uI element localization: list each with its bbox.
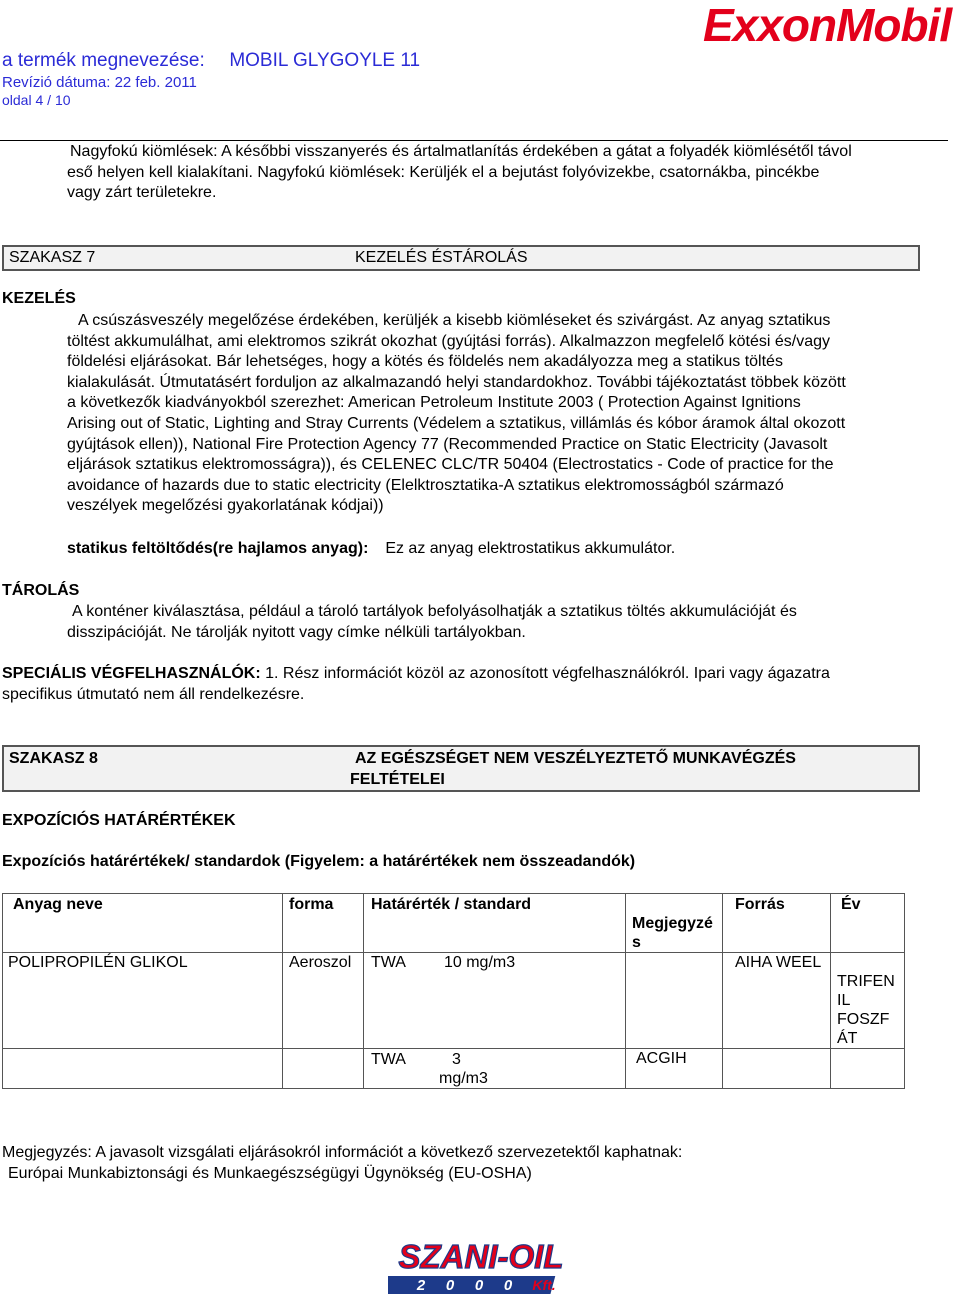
- szani-oil-logo: [388, 1236, 574, 1298]
- logo-digit: 0: [445, 1277, 455, 1294]
- section-7-number: SZAKASZ 7: [9, 249, 96, 266]
- cell-limit-value: 3: [451, 1051, 461, 1068]
- handling-line: gyújtások ellen)), National Fire Protection Agency 77 (Recommended Practice on Static Electricity (Javasolt: [67, 435, 828, 453]
- handling-line: töltést akkumulálhat, ami elektromos szikrát okozhat (gyújtási forrás). Alkalmazzon megfelelő kötési és/vagy: [67, 332, 830, 350]
- section-8-number: SZAKASZ 8: [9, 750, 98, 767]
- handling-line: A csúszásveszély megelőzése érdekében, kerüljék a kisebb kiömléseket és szivárgást. Az anyag sztatikus: [78, 312, 831, 329]
- handling-line: földelési eljárásokat. Bár lehetséges, hogy a kötés és földelés nem akadályozza meg a statikus töltés: [67, 353, 783, 371]
- cell-source: AIHA WEEL: [735, 954, 822, 971]
- page-current: 4: [35, 92, 44, 108]
- logo-main-text: SZANI-OIL: [398, 1238, 564, 1275]
- handling-line: eljárások sztatikus elektromosságra)), és CELENEC CLC/TR 50404 (Electrostatics - Code of practice for the: [67, 456, 834, 474]
- storage-line: A konténer kiválasztása, például a tároló tartályok befolyásolhatják a sztatikus töltés akkumulációját és: [72, 603, 797, 620]
- cell-limit: [364, 1049, 625, 1088]
- static-value: Ez az anyag elektrostatikus akkumulátor.: [385, 540, 676, 557]
- revision-line: [2, 74, 197, 92]
- cell-form: Aeroszol: [289, 954, 352, 971]
- col-header-name: Anyag neve: [13, 896, 103, 913]
- col-header-note: Megjegyzé s: [632, 915, 713, 951]
- logo-digit: 2: [416, 1277, 426, 1294]
- section-8-title-cont: FELTÉTELEI: [350, 771, 445, 788]
- handling-paragraph: [67, 311, 957, 517]
- section-8-title: AZ EGÉSZSÉGET NEM VESZÉLYEZTETŐ MUNKAVÉGZÉS: [355, 750, 796, 767]
- intro-paragraph: [67, 142, 957, 204]
- page-total: 10: [54, 92, 71, 108]
- special-line: specifikus útmutató nem áll rendelkezésre.: [2, 685, 305, 703]
- col-header-year: Év: [841, 896, 861, 913]
- handling-line: kialakulását. Útmutatásért forduljon az alkalmazandó helyi standardokhoz. További tájékoztatást többek között: [67, 373, 846, 391]
- exposure-limits-table: [2, 893, 905, 1089]
- handling-line: a következők kiadványokból szerezhet: American Petroleum Institute 2003 ( Protection Against Ignitions: [67, 394, 801, 412]
- section-7-title: KEZELÉS ÉSTÁROLÁS: [355, 249, 528, 266]
- storage-heading: TÁROLÁS: [2, 582, 80, 599]
- limits-subheading: Expozíciós határértékek/ standardok (Figyelem: a határértékek nem összeadandók): [2, 853, 636, 870]
- revision-date: 22 feb. 2011: [114, 74, 197, 91]
- cell-limit: [364, 953, 625, 972]
- logo-digit: 0: [474, 1277, 484, 1294]
- cell-limit-unit: mg/m3: [439, 1070, 488, 1087]
- section-7-header: [2, 245, 920, 271]
- handling-line: Arising out of Static, Lighting and Stray Currents (Védelem a sztatikus, villámlás és kóbor áramok által okozott: [67, 414, 846, 432]
- handling-line: veszélyek megelőzési gyakorlatának kódjai)): [67, 497, 384, 515]
- intro-line: eső helyen kell kialakítani. Nagyfokú kiömlések: Kerüljék el a bejutást folyóvizekbe, csatornákba, pincékbe: [67, 163, 820, 181]
- special-end-users: [2, 664, 957, 705]
- storage-line: disszipációját. Ne tárolják nyitott vagy címke nélküli tartályokban.: [67, 623, 526, 641]
- table-row: [3, 953, 905, 1049]
- exxonmobil-logo: ExxonMobil: [703, 0, 952, 51]
- special-label: SPECIÁLIS VÉGFELHASZNÁLÓK:: [2, 665, 261, 682]
- note-line: Megjegyzés: A javasolt vizsgálati eljárásokról információt a következő szervezetektől kaphatnak:: [2, 1144, 683, 1161]
- cell-limit-type: TWA: [371, 954, 406, 971]
- table-row: [3, 1049, 905, 1089]
- handling-line: avoidance of hazards due to static electricity (Elelktrosztatika-A sztatikus elektromosságból származó: [67, 476, 784, 494]
- special-line: 1. Rész információt közöl az azonosított végfelhasználókról. Ipari vagy ágazatra: [265, 665, 830, 682]
- cell-year: TRIFEN IL FOSZF ÁT: [837, 973, 895, 1047]
- col-header-source: Forrás: [735, 896, 785, 913]
- static-accumulator-line: [67, 540, 675, 558]
- product-label: a termék megnevezése:: [2, 50, 205, 71]
- page-label: oldal: [2, 92, 32, 108]
- cell-name: POLIPROPILÉN GLIKOL: [8, 954, 188, 971]
- cell-limit-type: TWA: [371, 1051, 406, 1068]
- cell-limit-value: 10 mg/m3: [443, 954, 516, 971]
- note-paragraph: [2, 1143, 957, 1184]
- note-line: Európai Munkabiztonsági és Munkaegészségügyi Ügynökség (EU-OSHA): [8, 1164, 532, 1182]
- revision-label: Revízió dátuma:: [2, 74, 111, 91]
- storage-paragraph: [67, 602, 957, 643]
- static-label: statikus feltöltődés(re hajlamos anyag):: [67, 540, 369, 557]
- limits-heading: EXPOZÍCIÓS HATÁRÉRTÉKEK: [2, 812, 236, 829]
- table-header-row: [3, 894, 905, 953]
- logo-band: [388, 1276, 555, 1294]
- product-name-line: [2, 50, 420, 72]
- col-header-limit: Határérték / standard: [371, 896, 532, 913]
- header-divider: [0, 140, 948, 141]
- intro-line: Nagyfokú kiömlések: A későbbi visszanyerés és ártalmatlanítás érdekében a gátat a folyadék kiömlésétől távol: [70, 143, 852, 160]
- handling-heading: KEZELÉS: [2, 290, 76, 307]
- page-indicator: oldal 4 / 10: [2, 92, 71, 108]
- section-8-header: [2, 745, 920, 792]
- logo-digit: 0: [503, 1277, 513, 1294]
- logo-suffix: Kft.: [532, 1277, 556, 1293]
- cell-note: ACGIH: [636, 1050, 687, 1067]
- intro-line: vagy zárt területekre.: [67, 184, 217, 202]
- col-header-form: forma: [289, 896, 334, 913]
- product-name: MOBIL GLYGOYLE 11: [229, 50, 421, 71]
